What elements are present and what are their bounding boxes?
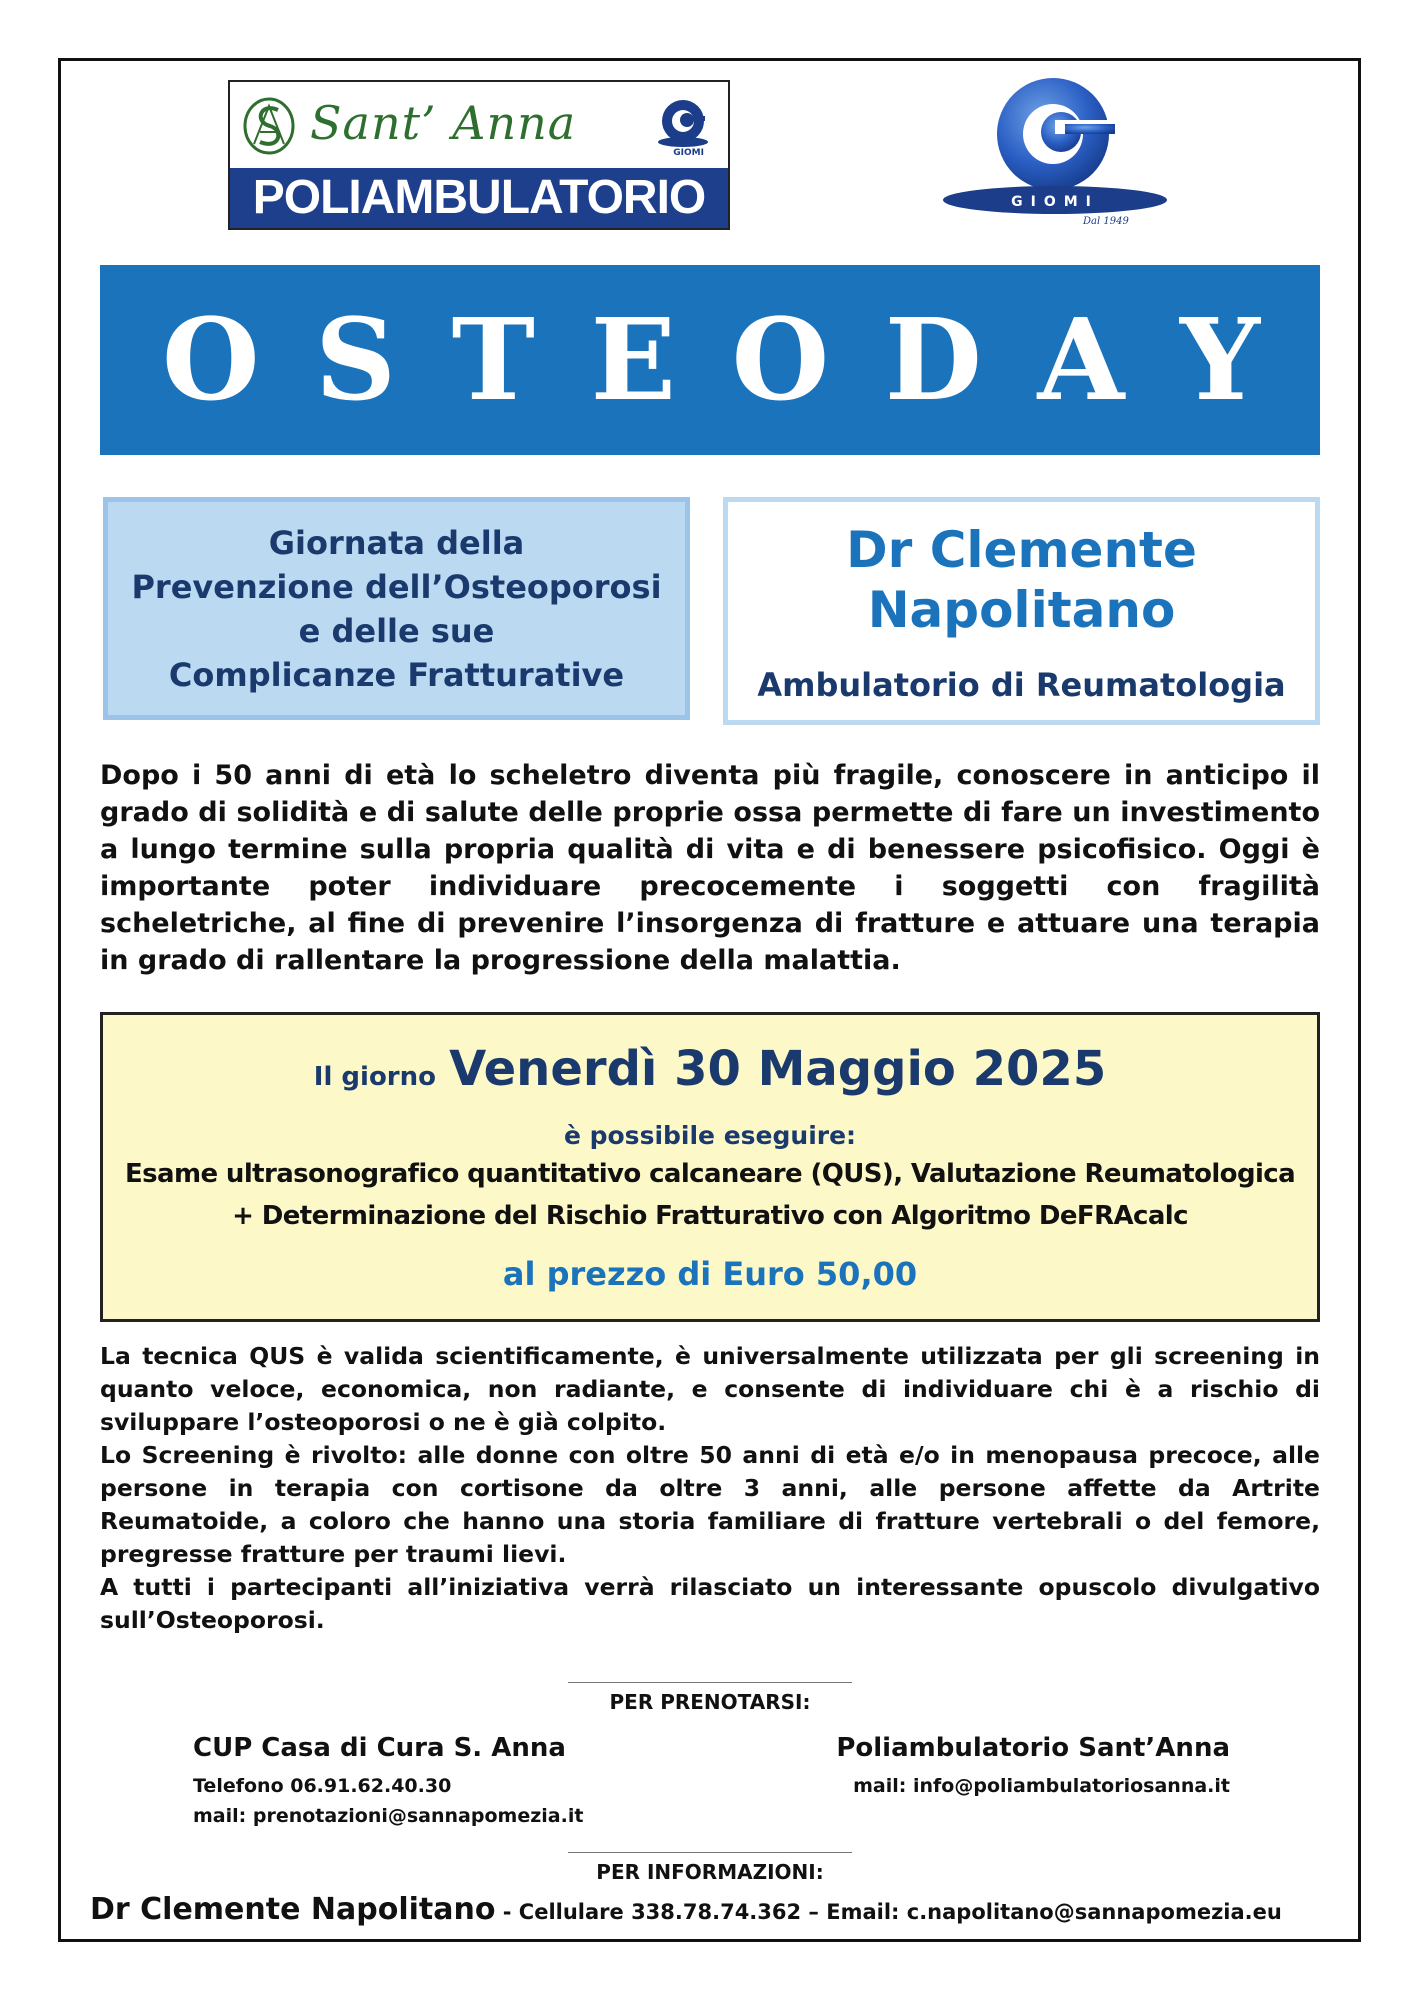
poli-contact	[800, 1733, 1230, 1801]
details-text	[100, 1340, 1320, 1637]
banner-letter: T	[451, 294, 536, 426]
poli-title: Poliambulatorio Sant’Anna	[836, 1733, 1230, 1763]
doctor-name	[728, 520, 1315, 640]
cup-phone: Telefono 06.91.62.40.30	[193, 1775, 452, 1797]
banner-title	[100, 265, 1320, 455]
event-line: e delle sue	[298, 611, 495, 650]
offer-possible: è possibile eseguire:	[563, 1121, 857, 1150]
event-description-box	[103, 497, 690, 720]
offer-box	[100, 1012, 1320, 1322]
info-divider	[568, 1852, 852, 1853]
santanna-script-text: Sant’ Anna	[310, 96, 577, 150]
poli-mail: mail: info@poliambulatoriosanna.it	[853, 1775, 1230, 1797]
offer-date: Venerdì 30 Maggio 2025	[449, 1041, 1107, 1097]
offer-date-row	[103, 1041, 1317, 1097]
offer-exam-line2: + Determinazione del Rischio Fratturativo con Algoritmo DeFRAcalc	[232, 1201, 1188, 1231]
offer-pre: Il giorno	[313, 1062, 436, 1092]
osteoday-banner	[100, 265, 1320, 455]
banner-letter: S	[315, 294, 397, 426]
offer-exam-line1: Esame ultrasonografico quantitativo calcaneare (QUS), Valutazione Reumatologica	[124, 1159, 1296, 1189]
banner-letter: D	[884, 294, 982, 426]
banner-letter: O	[731, 294, 830, 426]
cup-mail: mail: prenotazioni@sannapomezia.it	[193, 1805, 584, 1827]
info-heading: PER INFORMAZIONI:	[596, 1860, 824, 1884]
booking-heading: PER PRENOTARSI:	[609, 1690, 811, 1714]
booking-divider	[568, 1682, 852, 1683]
info-name: Dr Clemente Napolitano	[90, 1892, 496, 1927]
doctor-name-line1: Dr Clemente	[846, 521, 1197, 579]
banner-letter: E	[590, 294, 676, 426]
event-line: Prevenzione dell’Osteoporosi	[131, 567, 662, 606]
giomi-mini-label: GIOMI	[673, 148, 704, 158]
santanna-logo	[228, 80, 730, 230]
event-line: Complicanze Fratturative	[168, 655, 625, 694]
intro-paragraph: Dopo i 50 anni di età lo scheletro diventa più fragile, conoscere in anticipo il grado di solidità e di salute delle proprie ossa permette di fare un investimento a lungo termine sulla propria qualità di vita e di benessere psicofisico. Oggi è importante poter individuare precocemente i soggetti con fragilità scheletriche, al fine di prevenire l’insorgenza di fratture e attuare una terapia in grado di rallentare la progressione della malattia.	[100, 760, 1320, 976]
info-contact-line	[90, 1892, 1340, 1927]
cup-title: CUP Casa di Cura S. Anna	[193, 1733, 566, 1763]
giomi-logo	[935, 72, 1175, 232]
details-paragraph: Lo Screening è rivolto: alle donne con oltre 50 anni di età e/o in menopausa precoce, alle persone in terapia con cortisone da oltre 3 anni, alle persone affette da Artrite Reumatoide, a coloro che hanno una storia familiare di fratture vertebrali o del femore, pregresse fratture per traumi lievi.	[100, 1441, 1320, 1568]
giomi-label: GIOMI	[1011, 194, 1099, 210]
banner-letter: O	[162, 294, 260, 426]
banner-letter: Y	[1180, 294, 1260, 426]
cup-contact	[193, 1733, 583, 1831]
details-paragraph: La tecnica QUS è valida scientificamente, è universalmente utilizzata per gli screening in quanto veloce, economica, non radiante, e consente di individuare chi è a rischio di sviluppare l’osteoporosi o ne è già colpito.	[100, 1342, 1320, 1436]
giomi-since: Dal 1949	[1083, 216, 1129, 227]
details-paragraph: A tutti i partecipanti all’iniziativa verrà rilasciato un interessante opuscolo divulgativo sull’Osteoporosi.	[100, 1573, 1320, 1634]
giomi-mini-icon	[656, 96, 710, 150]
doctor-department: Ambulatorio di Reumatologia	[757, 666, 1286, 704]
info-contact: - Cellulare 338.78.74.362 – Email: c.napolitano@sannapomezia.eu	[495, 1900, 1282, 1924]
doctor-box	[723, 497, 1320, 725]
event-line: Giornata della	[268, 523, 525, 562]
doctor-name-line2: Napolitano	[867, 581, 1176, 639]
offer-price: al prezzo di Euro 50,00	[502, 1255, 918, 1293]
santanna-word: POLIAMBULATORIO	[230, 168, 728, 228]
santanna-monogram-icon	[240, 94, 298, 158]
banner-letter: A	[1037, 294, 1125, 426]
